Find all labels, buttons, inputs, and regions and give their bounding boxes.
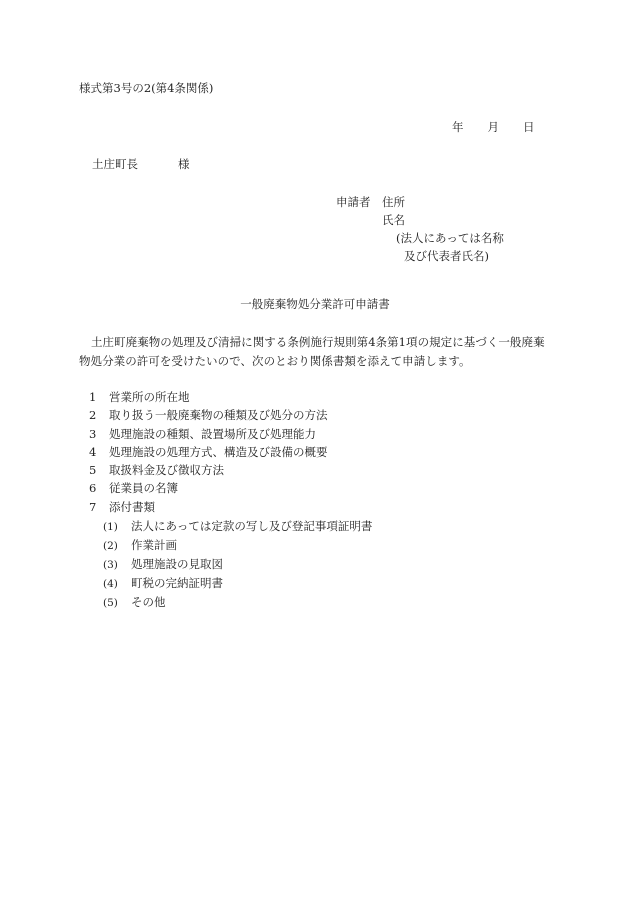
item-text: 取り扱う一般廃棄物の種類及び処分の方法 [109,408,328,423]
date-line [452,120,535,134]
address-label: 住所 [382,195,405,209]
item-number: 1 [89,390,97,404]
sub-list-item [103,517,372,536]
day-label: 日 [523,120,535,134]
list-item [89,461,328,479]
list-item [89,425,328,443]
subitem-text: 法人にあっては定款の写し及び登記事項証明書 [131,519,373,533]
item-number: 3 [89,426,97,441]
item-text: 処理施設の処理方式、構造及び設備の概要 [109,444,328,459]
item-number: 2 [89,408,97,423]
attachment-sublist [103,517,372,612]
addressee-honorific: 様 [178,157,190,171]
body-paragraph: 土庄町廃棄物の処理及び清掃に関する条例施行規則第4条第1項の規定に基づく一般廃棄物処分業の許可を受けたいので、次のとおり関係書類を添えて申請します。 [79,335,545,368]
subitem-text: 処理施設の見取図 [131,557,223,571]
form-number: 様式第3号の2(第4条関係) [79,81,214,95]
item-number: 6 [89,481,97,496]
corporate-note-line2: 及び代表者氏名) [404,249,489,263]
list-item [89,498,328,516]
item-text: 取扱料金及び徴収方法 [109,463,224,478]
list-item [89,406,328,424]
item-text: 処理施設の種類、設置場所及び処理能力 [109,426,316,441]
subitem-number: (5) [103,597,118,609]
item-text: 従業員の名簿 [109,481,178,496]
list-item [89,388,328,406]
subitem-number: (3) [103,559,118,571]
subitem-text: 町税の完納証明書 [131,576,223,590]
month-label: 月 [487,120,499,134]
document-title: 一般廃棄物処分業許可申請書 [240,297,390,311]
name-label: 氏名 [382,213,405,227]
item-text: 添付書類 [109,499,155,514]
applicant-block [336,193,504,265]
subitem-text: その他 [131,595,166,609]
subitem-number: (2) [103,540,118,552]
sub-list-item [103,593,372,612]
list-item [89,443,328,461]
item-number: 4 [89,444,97,459]
item-number: 5 [89,463,97,478]
subitem-number: (4) [103,578,118,590]
corporate-note-line1: (法人にあっては名称 [396,231,504,245]
item-list [89,388,328,516]
sub-list-item [103,574,372,593]
item-number: 7 [89,499,97,514]
subitem-text: 作業計画 [131,538,177,552]
addressee [92,157,190,171]
subitem-number: (1) [103,521,118,533]
sub-list-item [103,536,372,555]
applicant-label: 申請者 [336,195,371,209]
list-item [89,479,328,497]
item-text: 営業所の所在地 [109,390,190,404]
addressee-name: 土庄町長 [92,157,138,171]
year-label: 年 [452,120,464,134]
sub-list-item [103,555,372,574]
